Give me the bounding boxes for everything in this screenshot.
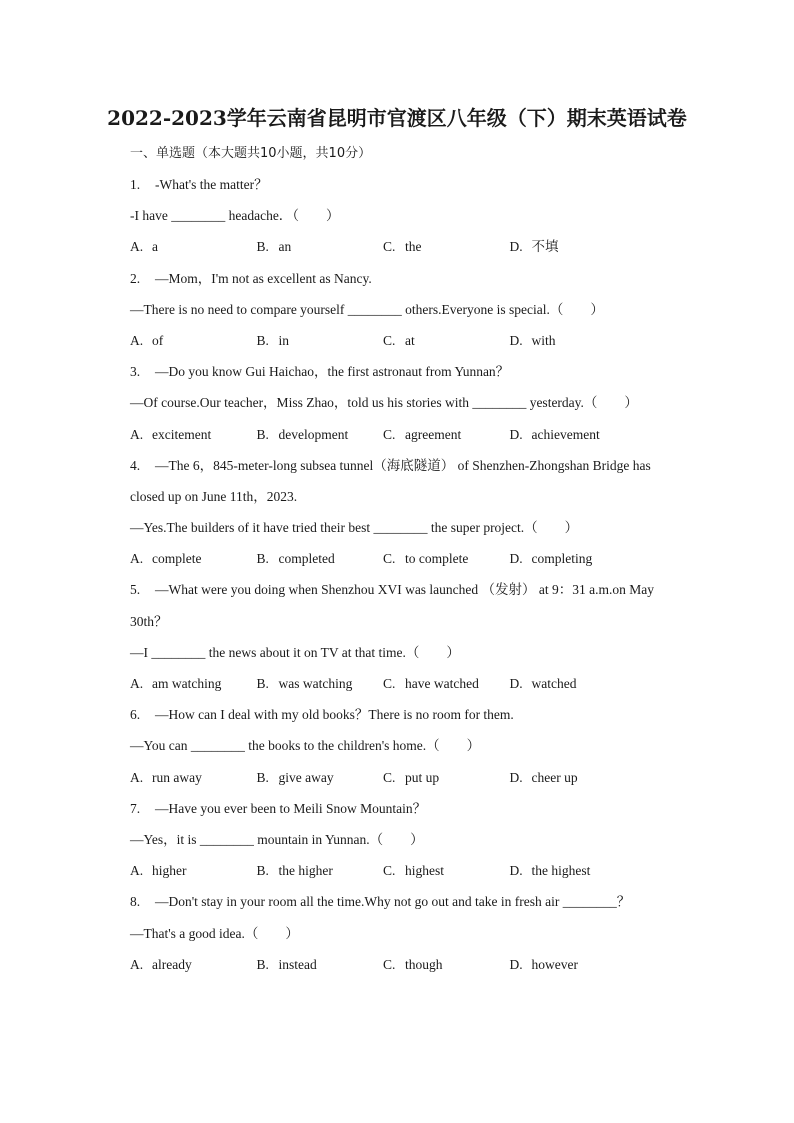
question-number: 8. [130, 894, 141, 910]
answer-option[interactable] [383, 956, 510, 987]
option-letter: D. [509, 239, 523, 255]
option-letter: B. [256, 332, 269, 348]
answer-options [130, 550, 690, 581]
question-number: 5. [130, 582, 141, 598]
option-letter: A. [130, 769, 144, 785]
answer-option[interactable] [383, 550, 510, 581]
answer-option[interactable] [130, 675, 257, 706]
option-letter: D. [509, 551, 523, 567]
answer-options [130, 769, 690, 800]
question-text: —Do you know Gui Haichao，the first astronaut from Yunnan？ [155, 364, 510, 380]
option-letter: A. [130, 676, 144, 691]
question-line [130, 488, 690, 519]
answer-option[interactable] [510, 550, 637, 581]
option-letter: D. [509, 863, 523, 879]
option-text: 不填 [531, 239, 559, 255]
answer-option[interactable] [510, 769, 637, 800]
option-text: though [405, 956, 443, 972]
answer-option[interactable] [383, 862, 510, 893]
option-text: achievement [531, 426, 600, 442]
question-text: 30th？ [130, 613, 168, 629]
answer-option[interactable] [383, 238, 510, 269]
option-text: however [531, 956, 578, 972]
option-letter: A. [130, 332, 144, 348]
option-text: the [405, 239, 422, 255]
option-text: at [405, 332, 415, 348]
question-line [130, 737, 690, 768]
answer-option[interactable] [130, 862, 257, 893]
question-line [130, 644, 690, 675]
option-text: the higher [278, 863, 333, 879]
option-text: have watched [405, 676, 479, 691]
option-letter: D. [509, 769, 523, 785]
option-letter: D. [509, 426, 523, 442]
answer-option[interactable] [130, 426, 257, 457]
question-number: 3. [130, 364, 141, 380]
option-text: run away [152, 769, 202, 785]
answer-options [130, 862, 690, 893]
option-text: cheer up [531, 769, 578, 785]
question-number: 4. [130, 457, 141, 473]
question-text: —The 6，845-meter-long subsea tunnel（海底隧道） of Shenzhen-Zhongshan Bridge has [155, 457, 651, 473]
question-line [130, 925, 690, 956]
option-text: of [152, 332, 164, 348]
question-stem [130, 893, 690, 924]
question-stem [130, 176, 690, 207]
option-text: with [531, 332, 556, 348]
option-letter: B. [256, 426, 269, 442]
answer-option[interactable] [257, 862, 384, 893]
question-text: —Of course.Our teacher，Miss Zhao，told us his stories with ________ yesterday.（ ） [130, 395, 638, 411]
answer-options [130, 332, 690, 363]
option-letter: B. [256, 676, 269, 691]
option-letter: B. [256, 551, 269, 567]
question-line [130, 519, 690, 550]
option-text: higher [152, 863, 187, 879]
question-text: —That's a good idea.（ ） [130, 925, 299, 941]
option-text: was watching [278, 676, 353, 691]
answer-option[interactable] [257, 426, 384, 457]
answer-option[interactable] [257, 550, 384, 581]
answer-option[interactable] [510, 332, 637, 363]
option-letter: C. [383, 769, 396, 785]
answer-option[interactable] [130, 238, 257, 269]
option-letter: D. [509, 676, 523, 691]
question-line [130, 301, 690, 332]
question-stem [130, 457, 690, 488]
answer-option[interactable] [383, 675, 510, 706]
question-text: —Don't stay in your room all the time.Why not go out and take in fresh air ________？ [155, 894, 631, 910]
option-letter: B. [256, 863, 269, 879]
answer-option[interactable] [130, 769, 257, 800]
answer-options [130, 956, 690, 987]
option-letter: C. [383, 863, 396, 879]
answer-options [130, 675, 690, 706]
option-letter: A. [130, 426, 144, 442]
option-letter: A. [130, 956, 144, 972]
question-text: —Have you ever been to Meili Snow Mountain？ [155, 800, 427, 816]
answer-option[interactable] [383, 332, 510, 363]
option-text: watched [531, 676, 577, 691]
question-text: —How can I deal with my old books？There is no room for them. [155, 707, 514, 723]
option-letter: D. [509, 332, 523, 348]
option-text: already [152, 956, 192, 972]
question-line [130, 831, 690, 862]
answer-option[interactable] [510, 675, 637, 706]
option-text: put up [405, 769, 440, 785]
question-line [130, 394, 690, 425]
answer-option[interactable] [257, 332, 384, 363]
option-text: in [278, 332, 290, 348]
answer-option[interactable] [383, 769, 510, 800]
answer-option[interactable] [130, 956, 257, 987]
question-number: 2. [130, 270, 141, 286]
question-text: -What's the matter？ [155, 177, 268, 192]
answer-option[interactable] [130, 332, 257, 363]
answer-option[interactable] [257, 769, 384, 800]
option-letter: C. [383, 956, 396, 972]
option-letter: C. [383, 332, 396, 348]
page-title: 2022-2023学年云南省昆明市官渡区八年级（下）期末英语试卷 [107, 106, 687, 130]
answer-option[interactable] [510, 238, 637, 269]
option-text: complete [152, 551, 202, 567]
question-text: —You can ________ the books to the children's home.（ ） [130, 738, 481, 754]
option-letter: D. [509, 956, 523, 972]
answer-option[interactable] [130, 550, 257, 581]
option-letter: A. [130, 239, 144, 255]
option-text: development [278, 426, 349, 442]
question-text: —Mom，I'm not as excellent as Nancy. [155, 270, 372, 286]
question-stem [130, 581, 690, 612]
question-line [130, 207, 690, 238]
option-text: give away [278, 769, 334, 785]
option-text: am watching [152, 676, 222, 691]
question-number: 6. [130, 707, 141, 723]
question-text: —Yes.The builders of it have tried their best ________ the super project.（ ） [130, 520, 579, 536]
option-text: agreement [405, 426, 462, 442]
answer-options [130, 238, 690, 269]
option-letter: C. [383, 551, 396, 567]
section-heading: 一、单选题（本大题共10小题，共10分） [130, 146, 372, 161]
question-stem [130, 800, 690, 831]
option-text: an [278, 239, 292, 255]
question-stem [130, 363, 690, 394]
option-letter: C. [383, 239, 396, 255]
option-letter: C. [383, 426, 396, 442]
answer-option[interactable] [510, 426, 637, 457]
question-stem [130, 706, 690, 737]
option-letter: B. [256, 239, 269, 255]
question-number: 1. [130, 177, 141, 192]
question-list [130, 176, 690, 987]
question-number: 7. [130, 800, 141, 816]
answer-option[interactable] [257, 238, 384, 269]
option-text: completing [531, 551, 593, 567]
option-text: the highest [531, 863, 591, 879]
option-text: highest [405, 863, 444, 879]
option-letter: C. [383, 676, 396, 691]
option-letter: B. [256, 956, 269, 972]
question-text: —I ________ the news about it on TV at that time.（ ） [130, 644, 460, 660]
answer-options [130, 426, 690, 457]
question-text: -I have ________ headache．（ ） [130, 208, 340, 224]
option-text: a [152, 239, 158, 255]
answer-option[interactable] [383, 426, 510, 457]
answer-option[interactable] [510, 862, 637, 893]
option-letter: A. [130, 863, 144, 879]
question-line [130, 613, 690, 644]
answer-option[interactable] [510, 956, 637, 987]
option-letter: A. [130, 551, 144, 567]
option-letter: B. [256, 769, 269, 785]
option-text: completed [278, 551, 335, 567]
option-text: instead [278, 956, 317, 972]
option-text: to complete [405, 551, 469, 567]
question-text: —What were you doing when Shenzhou XVI was launched （发射） at 9：31 a.m.on May [155, 582, 655, 598]
question-text: —Yes，it is ________ mountain in Yunnan.（ ） [130, 831, 424, 847]
answer-option[interactable] [257, 956, 384, 987]
question-text: closed up on June 11th，2023. [130, 488, 298, 504]
answer-option[interactable] [257, 675, 384, 706]
question-text: —There is no need to compare yourself ________ others.Everyone is special.（ ） [130, 301, 604, 317]
option-text: excitement [152, 426, 212, 442]
question-stem [130, 270, 690, 301]
